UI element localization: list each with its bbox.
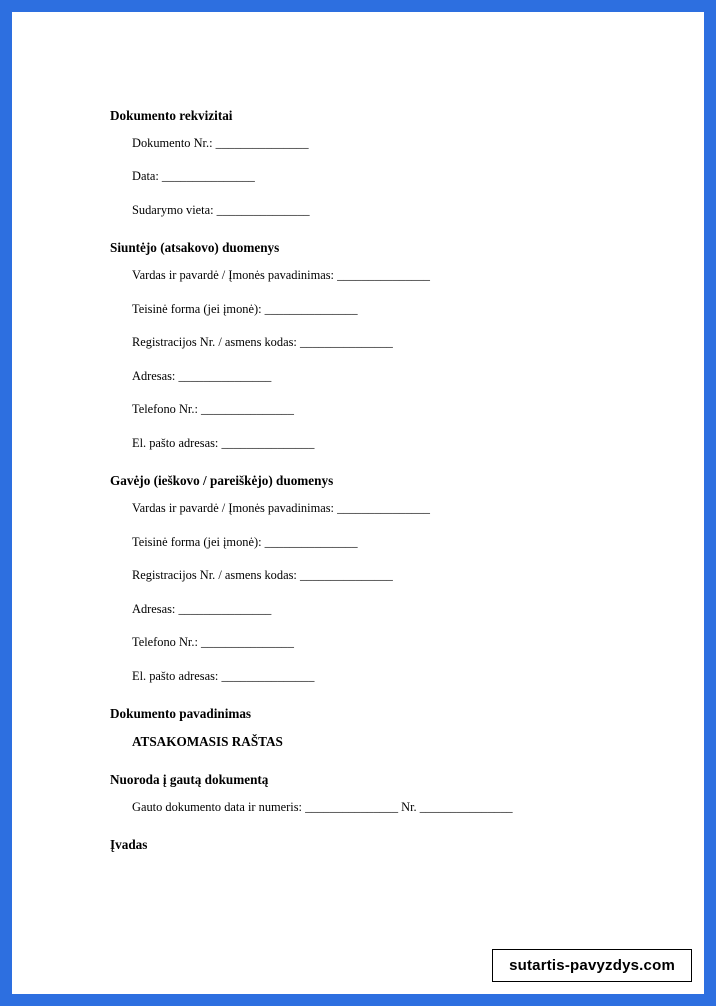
field-sender-legal-form: Teisinė forma (jei įmonė): _______________ [132,301,358,316]
document-title: ATSAKOMASIS RAŠTAS [132,733,283,749]
field-data: Data: _______________ [132,169,255,184]
section-nuoroda-i-gauta-dokumenta [110,772,644,815]
section-heading: Dokumento rekvizitai [110,108,233,123]
section-heading: Dokumento pavadinimas [110,706,252,722]
section-heading: Įvadas [110,837,148,853]
field-recipient-phone: Telefono Nr.: _______________ [132,635,294,650]
section-ivadas [110,837,644,853]
field-sender-phone: Telefono Nr.: _______________ [132,402,294,417]
field-sender-name: Vardas ir pavardė / Įmonės pavadinimas: _______________ [132,268,430,283]
section-dokumento-rekvizitai [110,108,644,218]
field-received-document-date-number: Gauto dokumento data ir numeris: _______________ Nr. _______________ [132,799,513,814]
watermark-badge: sutartis-pavyzdys.com [492,949,692,982]
field-recipient-registration-code: Registracijos Nr. / asmens kodas: _______________ [132,568,393,583]
section-dokumento-pavadinimas [110,706,644,750]
section-heading: Gavėjo (ieškovo / pareiškėjo) duomenys [110,473,334,489]
field-sender-address: Adresas: _______________ [132,368,272,383]
section-heading: Nuoroda į gautą dokumentą [110,771,269,787]
field-recipient-name: Vardas ir pavardė / Įmonės pavadinimas: _______________ [132,501,430,516]
document-body [12,12,704,865]
field-dokumento-nr: Dokumento Nr.: _______________ [132,135,309,150]
field-sender-email: El. pašto adresas: _______________ [132,435,315,450]
document-page [12,12,704,994]
section-siuntejo-duomenys [110,240,644,451]
field-recipient-email: El. pašto adresas: _______________ [132,668,315,683]
section-heading: Siuntėjo (atsakovo) duomenys [110,240,280,256]
field-recipient-address: Adresas: _______________ [132,601,272,616]
section-gavejo-duomenys [110,473,644,684]
field-recipient-legal-form: Teisinė forma (jei įmonė): _______________ [132,534,358,549]
field-sender-registration-code: Registracijos Nr. / asmens kodas: _______________ [132,335,393,350]
field-sudarymo-vieta: Sudarymo vieta: _______________ [132,202,310,217]
